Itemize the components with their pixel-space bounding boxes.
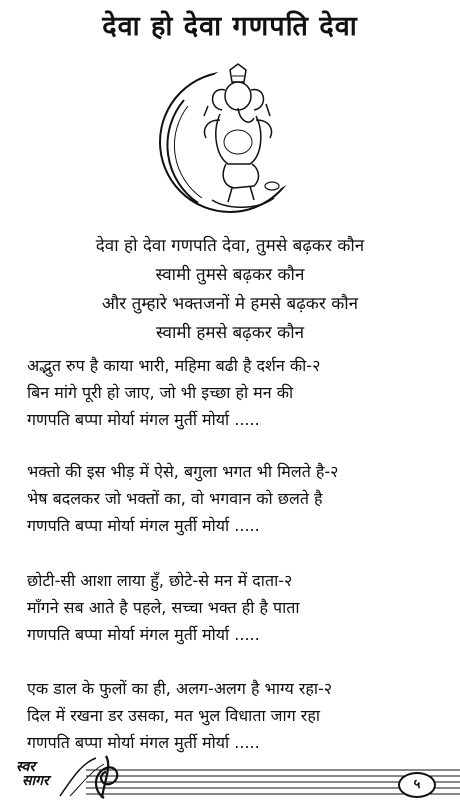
stanza-line: माँगने सब आते है पहले, सच्चा भक्त ही है पाता	[27, 598, 300, 617]
stanza-line: गणपति बप्पा मोर्या मंगल मुर्ती मोर्या .....	[27, 410, 260, 429]
stanza-line: दिल में रखना डर उसका, मत भुल विधाता जाग रहा	[27, 706, 320, 725]
stanza-line: गणपति बप्पा मोर्या मंगल मुर्ती मोर्या .....	[27, 625, 260, 644]
stanza-line: बिन मांगे पूरी हो जाए, जो भी इच्छा हो मन की	[27, 383, 294, 402]
brand-line-1: स्वर	[16, 759, 35, 775]
stanza-line: छोटी-सी आशा लाया हुँ, छोटे-से मन में दाता-२	[27, 571, 293, 590]
stanza-3	[27, 567, 447, 648]
stanza-line: एक डाल के फुलों का ही, अलग-अलग है भाग्य रहा-२	[27, 679, 333, 698]
brand-line-2: सागर	[22, 773, 49, 789]
stanza-line: गणपति बप्पा मोर्या मंगल मुर्ती मोर्या .....	[27, 733, 260, 752]
chorus-line: स्वामी तुमसे बढ़कर कौन	[155, 265, 305, 285]
stanza-line: भेष बदलकर जो भक्तों का, वो भगवान को छलते है	[27, 489, 323, 508]
stanza-1	[27, 352, 447, 433]
ganesha-on-crescent-moon-icon	[158, 60, 308, 218]
stanza-line: गणपति बप्पा मोर्या मंगल मुर्ती मोर्या .....	[27, 516, 260, 535]
stanza-line: भक्तो की इस भीड़ में ऐसे, बगुला भगत भी मिलते है-२	[27, 462, 339, 481]
chorus	[0, 232, 460, 348]
chorus-line: और तुम्हारे भक्तजनों मे हमसे बढ़कर कौन	[101, 294, 359, 314]
song-title: देवा हो देवा गणपति देवा	[102, 11, 358, 42]
brand-logo	[16, 760, 78, 788]
page-number: ५	[398, 772, 436, 798]
chorus-line: स्वामी हमसे बढ़कर कौन	[155, 323, 305, 343]
stanza-line: अद्भुत रुप है काया भारी, महिमा बढी है दर्शन की-२	[27, 356, 321, 375]
chorus-line: देवा हो देवा गणपति देवा, तुमसे बढ़कर कौन	[95, 236, 365, 256]
stanza-4	[27, 675, 447, 756]
stanza-2	[27, 458, 447, 539]
